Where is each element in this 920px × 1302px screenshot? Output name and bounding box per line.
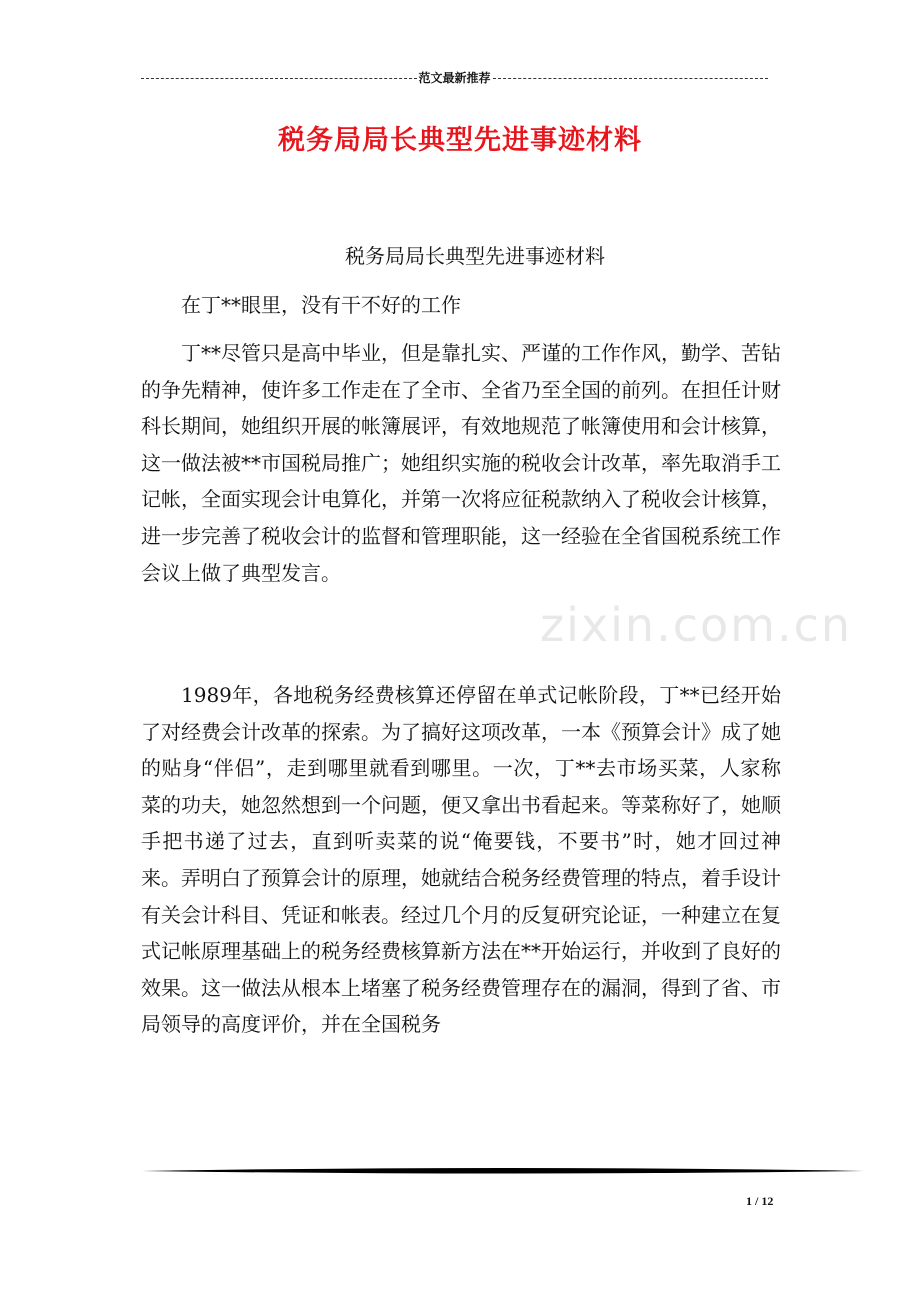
header-dash-right xyxy=(493,78,769,79)
body-paragraph: 丁**尽管只是高中毕业，但是靠扎实、严谨的工作作风，勤学、苦钻的争先精神，使许多工作走在了全市、全省乃至全国的前列。在担任计财科长期间，她组织开展的帐簿展评，有效地规范了帐簿使用和会计核算，这一做法被**市国税局推广；她组织实施的税收会计改革，率先取消手工记帐，全面实现会计电算化，并第一次将应征税款纳入了税收会计核算，进一步完善了税收会计的监督和管理职能，这一经验在全省国税系统工作会议上做了典型发言。 xyxy=(141,341,781,585)
section-heading-block xyxy=(141,287,781,324)
header-dash-left xyxy=(141,78,417,79)
body-paragraph: 1989年，各地税务经费核算还停留在单式记帐阶段，丁**已经开始了对经费会计改革的探索。为了搞好这项改革，一本《预算会计》成了她的贴身“伴侣”，走到哪里就看到哪里。一次，丁**去市场买菜，人家称菜的功夫，她忽然想到一个问题，便又拿出书看起来。等菜称好了，她顺手把书递了过去，直到听卖菜的说“俺要钱，不要书”时，她才回过神来。弄明白了预算会计的原理，她就结合税务经费管理的特点，着手设计有关会计科目、凭证和帐表。经过几个月的反复研究论证，一种建立在复式记帐原理基础上的税务经费核算新方法在**开始运行，并收到了良好的效果。这一做法从根本上堵塞了税务经费管理存在的漏洞，得到了省、市局领导的高度评价，并在全国税务 xyxy=(141,683,781,1037)
header-banner xyxy=(141,68,768,86)
watermark: zixin.com.cn xyxy=(540,598,853,652)
section-heading: 在丁**眼里，没有干不好的工作 xyxy=(181,293,461,317)
paragraph-block xyxy=(141,677,781,1043)
page-indicator: 1 / 12 xyxy=(746,1194,774,1208)
document-subtitle: 税务局局长典型先进事迹材料 xyxy=(345,244,605,268)
document-title: 税务局局长典型先进事迹材料 xyxy=(278,125,642,156)
paragraph-block xyxy=(141,335,781,591)
header-label: 范文最新推荐 xyxy=(418,70,491,85)
footer-divider xyxy=(142,1164,864,1178)
